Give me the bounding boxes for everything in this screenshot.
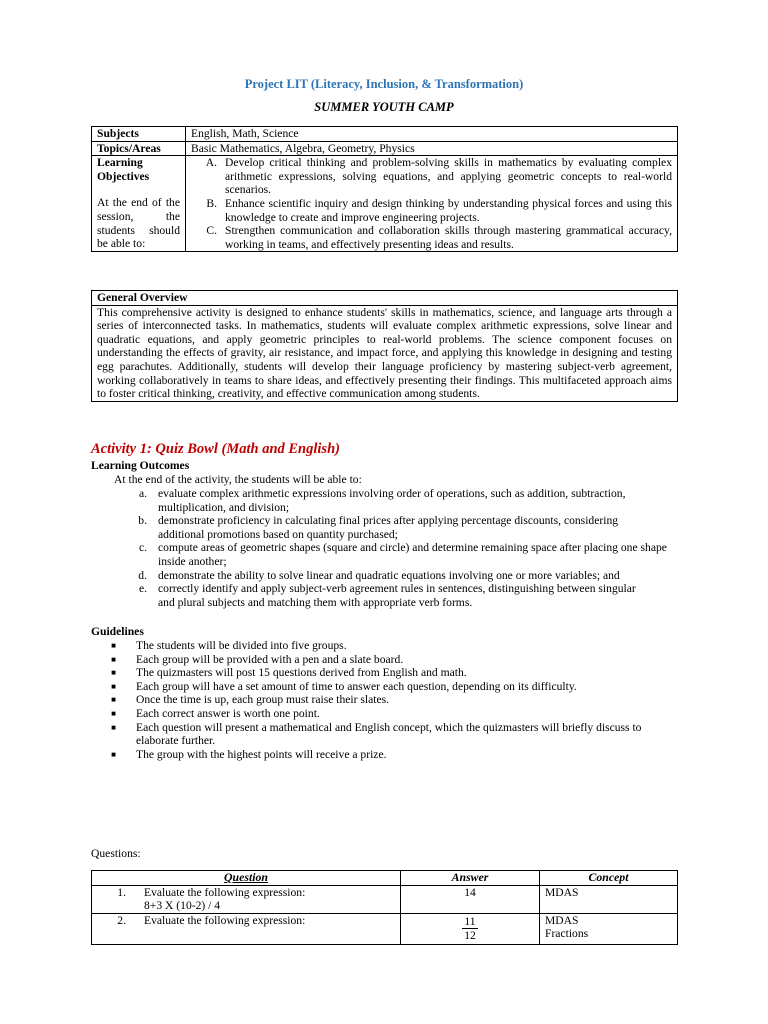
list-item [91,514,678,541]
table-row [92,885,678,913]
answer-cell [401,913,540,944]
bullet-icon: ■ [111,695,116,705]
outcome-letter: d. [138,568,147,582]
objective-text: Enhance scientific inquiry and design thinking by understanding physical forces and using this knowledge to create and improve engineering projects. [225,196,672,224]
outcome-text: demonstrate the ability to solve linear and quadratic equations involving one or more variables; and [158,568,620,582]
objective-text: Strengthen communication and collaboration skills through mastering grammatical accuracy, working in teams, and effectively presenting ideas and results. [225,224,672,251]
bullet-icon: ■ [111,708,116,718]
bullet-icon: ■ [111,668,116,678]
outcome-text: compute areas of geometric shapes (square and circle) and determine remaining space after placing one shape inside another; [158,541,667,568]
overview-table [91,290,678,402]
list-item [91,569,678,583]
topics-label: Topics/Areas [92,141,186,156]
bullet-icon: ■ [111,722,116,732]
objective-text: Develop critical thinking and problem-solving skills in mathematics by evaluating complex arithmetic expressions, solving equations, and applying geometric concepts to real-world scenarios. [225,156,672,197]
project-title: Project LIT (Literacy, Inclusion, & Transformation) [244,77,524,91]
learning-objectives-label: Learning Objectives [97,156,150,183]
question-line-1: Evaluate the following expression: [144,885,306,899]
question-line-2: 8+3 X (10-2) / 4 [144,899,221,913]
objectives-label-cell [92,156,186,252]
list-item [91,748,678,762]
concept-cell [540,885,678,913]
objective-item [191,224,672,251]
header-question-label: Question [224,870,268,884]
guideline-text: Each group will be provided with a pen and a slate board. [136,652,404,666]
answer-cell: 14 [401,885,540,913]
bullet-icon: ■ [111,749,116,759]
question-text [92,886,395,913]
concept-line-1: MDAS [545,913,579,927]
guideline-text: Each correct answer is worth one point. [136,706,320,720]
outcome-text: demonstrate proficiency in calculating final prices after applying percentage discounts, considering additional promotions based on quantity purchased; [158,514,619,541]
subjects-label: Subjects [92,127,186,142]
objectives-cell [186,156,678,252]
overview-text: This comprehensive activity is designed to enhance students' skills in mathematics, science, and language arts through a series of interconnected tasks. In mathematics, students will evaluate complex arithmetic expressions, solve linear and quadratic equations, and apply geometric principles to real-world problems. The science component focuses on understanding the effects of gravity, air resistance, and impact force, and applying this knowledge in designing and testing egg parachutes. Additionally, students will develop their language proficiency by mastering subject-verb agreement, working collaboratively in teams to share ideas, and effectively presenting their findings. This multifaceted approach aims to foster critical thinking, creativity, and effective communication among students. [92,305,678,401]
outcome-letter: e. [138,582,147,596]
header-concept: Concept [540,871,678,886]
learning-objectives-sub: At the end of the session, the students should be able to: [97,196,180,251]
guideline-text: The quizmasters will post 15 questions derived from English and math. [136,666,467,680]
topics-value: Basic Mathematics, Algebra, Geometry, Physics [186,141,678,156]
info-table [91,126,678,252]
header-answer: Answer [401,871,540,886]
question-number: 1. [117,885,126,899]
questions-label: Questions: [91,847,141,860]
concept-line-1: MDAS [545,885,579,899]
outcome-letter: b. [138,514,147,528]
list-item [91,680,678,694]
list-item [91,487,678,514]
learning-outcomes-intro: At the end of the activity, the students will be able to: [114,473,362,486]
outcome-letter: a. [138,487,147,500]
answer-fraction [462,915,478,943]
guideline-text: Each group will have a set amount of time to answer each question, depending on its difficulty. [136,679,577,693]
objective-letter: C. [206,224,217,238]
questions-table [91,870,678,945]
overview-label: General Overview [92,291,678,306]
objective-item [191,197,672,224]
concept-line-2: Fractions [545,927,589,941]
guidelines-list [91,639,678,761]
guideline-text: The group with the highest points will receive a prize. [136,747,387,761]
objective-letter: B. [206,196,217,210]
question-number: 2. [117,913,126,927]
list-item [91,582,678,609]
fraction-denominator: 12 [464,929,476,943]
guideline-text: The students will be divided into five groups. [136,639,347,652]
learning-outcomes-heading: Learning Outcomes [91,459,190,472]
subjects-value: English, Math, Science [186,127,678,142]
guideline-text: Once the time is up, each group must raise their slates. [136,693,390,707]
guideline-text: Each question will present a mathematical and English concept, which the quizmasters will briefly discuss to elaborate further. [136,720,642,748]
learning-outcomes-list [91,487,678,609]
list-item [91,721,678,748]
activity-title: Activity 1: Quiz Bowl (Math and English) [91,441,340,457]
objective-letter: A. [205,156,217,170]
outcome-letter: c. [138,541,147,555]
list-item [91,693,678,707]
fraction-numerator: 11 [462,915,478,930]
camp-subtitle: SUMMER YOUTH CAMP [314,100,454,114]
table-row [92,913,678,944]
outcome-text: evaluate complex arithmetic expressions involving order of operations, such as addition, subtraction, multiplication, and division; [158,487,626,514]
list-item [91,666,678,680]
outcome-text: correctly identify and apply subject-verb agreement rules in sentences, distinguishing between singular and plural subjects and matching them with appropriate verb forms. [158,582,636,609]
concept-cell [540,913,678,944]
bullet-icon: ■ [111,641,116,650]
question-text [92,914,395,928]
list-item [91,541,678,568]
bullet-icon: ■ [111,681,116,691]
list-item [91,707,678,721]
guidelines-heading: Guidelines [91,625,144,638]
header-question [92,871,401,886]
list-item [91,653,678,667]
objective-item [191,156,672,197]
bullet-icon: ■ [111,654,116,664]
list-item [91,639,678,653]
question-line-1: Evaluate the following expression: [144,913,306,927]
